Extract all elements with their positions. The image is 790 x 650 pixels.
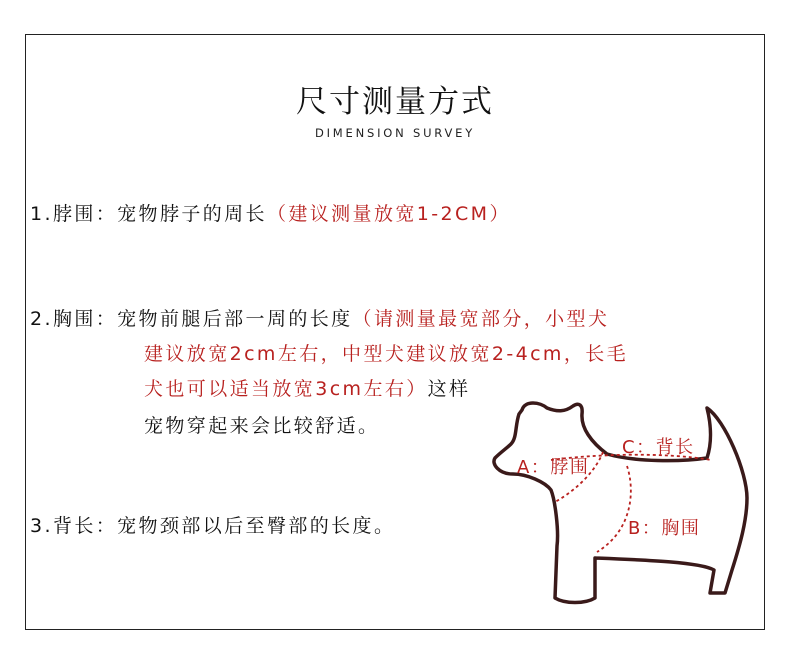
item-tail-line-2: 宠物穿起来会比较舒适。 xyxy=(144,415,380,437)
item-label: 脖围： xyxy=(52,203,118,225)
item-chest xyxy=(30,310,609,329)
item-note-line-3-row xyxy=(144,380,470,399)
item-label: 背长： xyxy=(52,515,118,537)
page-subtitle: DIMENSION SURVEY xyxy=(314,126,476,140)
item-description: 宠物脖子的周长 xyxy=(117,203,267,225)
item-note-line-2: 建议放宽2cm左右，中型犬建议放宽2-4cm，长毛 xyxy=(144,343,629,365)
chest-girth-line xyxy=(597,466,631,552)
item-label: 胸围： xyxy=(52,308,118,330)
item-back xyxy=(30,517,395,536)
item-neck xyxy=(30,205,511,224)
item-note-line-1: （请测量最宽部分，小型犬 xyxy=(352,308,610,330)
dog-body-outline xyxy=(494,403,747,603)
item-note: （建议测量放宽1-2CM） xyxy=(266,203,511,225)
item-description: 宠物前腿后部一周的长度 xyxy=(117,308,353,330)
diagram-label-neck: A：脖围 xyxy=(517,457,590,478)
item-number: 2. xyxy=(30,308,53,330)
item-number: 1. xyxy=(30,203,53,225)
item-description: 宠物颈部以后至臀部的长度。 xyxy=(117,515,396,537)
page-title: 尺寸测量方式 xyxy=(296,84,494,120)
item-number: 3. xyxy=(30,515,53,537)
diagram-label-chest: B：胸围 xyxy=(628,518,701,539)
diagram-label-back: C：背长 xyxy=(622,437,695,458)
dog-outline-icon xyxy=(485,390,760,615)
item-tail-line-1: 这样 xyxy=(427,378,471,400)
item-note-line-3: 犬也可以适当放宽3cm左右） xyxy=(144,378,428,400)
